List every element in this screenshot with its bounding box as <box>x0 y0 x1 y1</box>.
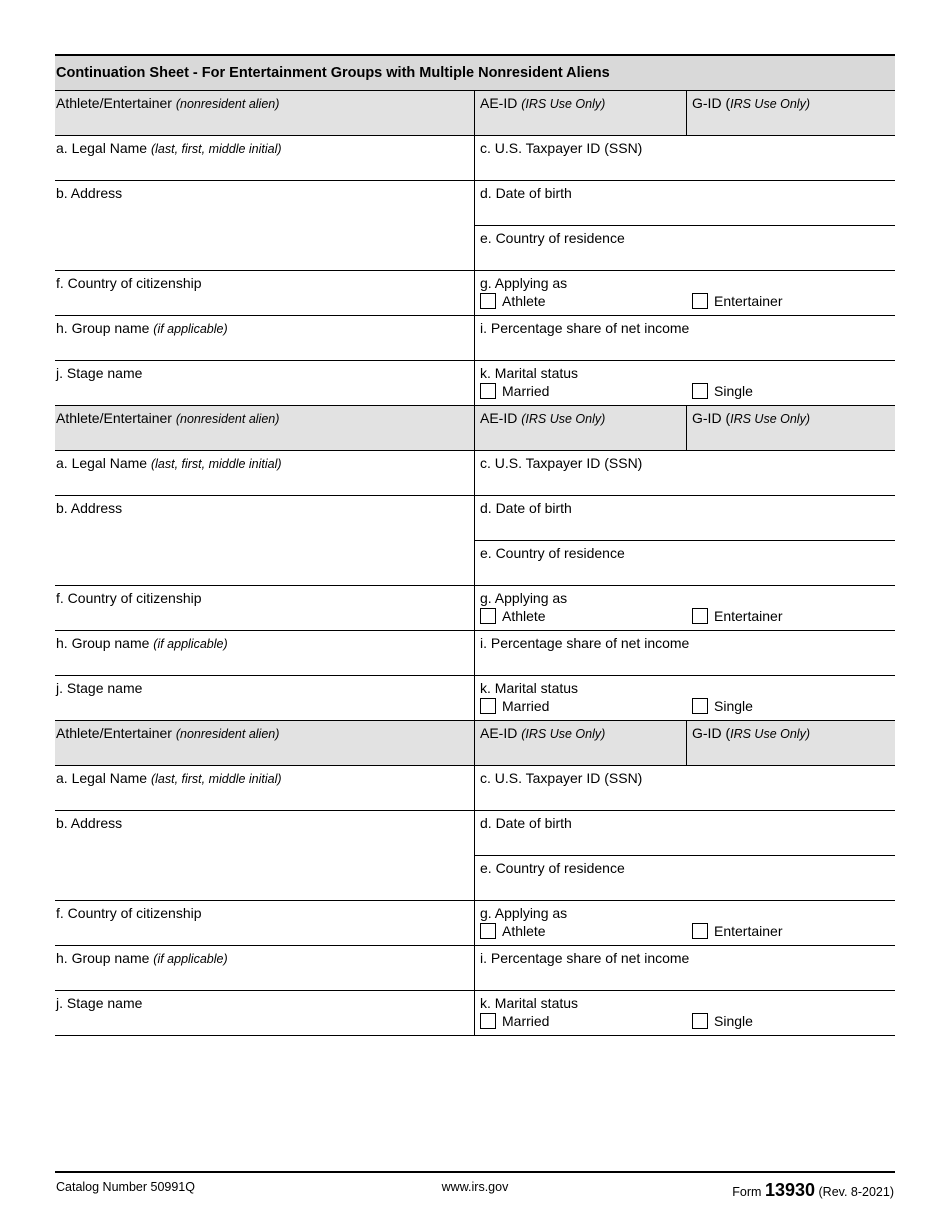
citizenship-field[interactable] <box>55 271 474 316</box>
ae-id-note: (IRS Use Only) <box>521 412 606 426</box>
group-name-field[interactable] <box>55 946 474 991</box>
entertainer-option[interactable] <box>692 923 782 939</box>
entertainer-option[interactable] <box>692 293 782 309</box>
g-id-paren: ( <box>725 725 731 741</box>
form-number: 13930 <box>764 1180 816 1200</box>
entertainer-option-label: Entertainer <box>714 608 783 624</box>
legal-name-note: (last, first, middle initial) <box>150 772 282 786</box>
g-id-field <box>687 91 895 135</box>
athlete-header-cell <box>55 91 474 136</box>
share-label: i. Percentage share of net income <box>480 635 690 651</box>
single-option-label: Single <box>714 383 753 399</box>
legal-name-field[interactable] <box>55 136 474 181</box>
single-option[interactable] <box>692 698 753 714</box>
athlete-header-cell <box>55 721 474 766</box>
legal-name-label: a. Legal Name <box>56 455 148 471</box>
ae-id-label: AE-ID <box>480 95 518 111</box>
athlete-option[interactable] <box>480 608 546 624</box>
share-label: i. Percentage share of net income <box>480 320 690 336</box>
g-id-note: IRS Use Only) <box>730 727 811 741</box>
married-option[interactable] <box>480 383 549 399</box>
applying-as-label: g. Applying as <box>480 905 568 921</box>
athlete-checkbox[interactable] <box>480 608 496 624</box>
stage-name-field[interactable] <box>55 676 474 721</box>
ae-id-label: AE-ID <box>480 410 518 426</box>
athlete-option[interactable] <box>480 923 546 939</box>
applying-as-label: g. Applying as <box>480 590 568 606</box>
marital-status-field <box>475 676 895 721</box>
marital-status-field <box>475 991 895 1036</box>
entertainer-checkbox[interactable] <box>692 608 708 624</box>
address-field[interactable] <box>55 181 474 271</box>
ae-id-note: (IRS Use Only) <box>521 97 606 111</box>
legal-name-field[interactable] <box>55 766 474 811</box>
citizenship-label: f. Country of citizenship <box>56 905 202 921</box>
entertainer-option-label: Entertainer <box>714 293 783 309</box>
single-option[interactable] <box>692 1013 753 1029</box>
ssn-label: c. U.S. Taxpayer ID (SSN) <box>480 140 643 156</box>
form-revision: (Rev. 8-2021) <box>818 1185 894 1199</box>
residence-field[interactable] <box>475 541 895 586</box>
athlete-header-note: (nonresident alien) <box>175 97 280 111</box>
entertainer-option[interactable] <box>692 608 782 624</box>
residence-label: e. Country of residence <box>480 230 625 246</box>
athlete-option-label: Athlete <box>502 923 546 939</box>
married-option-label: Married <box>502 698 550 714</box>
address-label: b. Address <box>56 815 123 831</box>
group-name-label: h. Group name <box>56 320 150 336</box>
legal-name-field[interactable] <box>55 451 474 496</box>
single-option-label: Single <box>714 698 753 714</box>
form-id <box>732 1180 894 1201</box>
athlete-header-label: Athlete/Entertainer <box>56 410 172 426</box>
entertainer-checkbox[interactable] <box>692 293 708 309</box>
address-field[interactable] <box>55 811 474 901</box>
catalog-number: Catalog Number 50991Q <box>56 1180 195 1194</box>
continuation-sheet-form <box>55 54 895 1036</box>
residence-label: e. Country of residence <box>480 860 625 876</box>
athlete-option[interactable] <box>480 293 546 309</box>
applying-as-field <box>475 586 895 631</box>
share-field[interactable] <box>475 631 895 676</box>
ssn-field[interactable] <box>475 451 895 496</box>
g-id-paren: ( <box>725 410 731 426</box>
athlete-checkbox[interactable] <box>480 293 496 309</box>
single-checkbox[interactable] <box>692 383 708 399</box>
footer-rule <box>55 1171 895 1173</box>
entertainer-option-label: Entertainer <box>714 923 783 939</box>
ae-id-field <box>475 721 687 765</box>
dob-field[interactable] <box>475 181 895 226</box>
group-name-field[interactable] <box>55 631 474 676</box>
stage-name-label: j. Stage name <box>56 365 143 381</box>
athlete-entry-block <box>55 721 895 1036</box>
ssn-label: c. U.S. Taxpayer ID (SSN) <box>480 770 643 786</box>
citizenship-field[interactable] <box>55 586 474 631</box>
stage-name-label: j. Stage name <box>56 995 143 1011</box>
ae-id-field <box>475 91 687 135</box>
g-id-label: G-ID <box>692 410 722 426</box>
marital-status-label: k. Marital status <box>480 995 579 1011</box>
citizenship-label: f. Country of citizenship <box>56 275 202 291</box>
residence-label: e. Country of residence <box>480 545 625 561</box>
marital-status-label: k. Marital status <box>480 680 579 696</box>
website-link[interactable]: www.irs.gov <box>441 1180 509 1194</box>
form-title: Continuation Sheet - For Entertainment Groups with Multiple Nonresident Aliens <box>55 56 895 91</box>
g-id-label: G-ID <box>692 725 722 741</box>
g-id-paren: ( <box>725 95 731 111</box>
athlete-option-label: Athlete <box>502 293 546 309</box>
dob-label: d. Date of birth <box>480 185 572 201</box>
entertainer-checkbox[interactable] <box>692 923 708 939</box>
single-option-label: Single <box>714 1013 753 1029</box>
married-option[interactable] <box>480 698 549 714</box>
citizenship-label: f. Country of citizenship <box>56 590 202 606</box>
dob-label: d. Date of birth <box>480 500 572 516</box>
address-label: b. Address <box>56 185 123 201</box>
stage-name-field[interactable] <box>55 991 474 1036</box>
single-checkbox[interactable] <box>692 698 708 714</box>
address-field[interactable] <box>55 496 474 586</box>
residence-field[interactable] <box>475 226 895 271</box>
athlete-header-note: (nonresident alien) <box>175 412 280 426</box>
form-word: Form <box>732 1185 762 1199</box>
g-id-label: G-ID <box>692 95 722 111</box>
athlete-entry-block <box>55 406 895 721</box>
single-checkbox[interactable] <box>692 1013 708 1029</box>
single-option[interactable] <box>692 383 753 399</box>
citizenship-field[interactable] <box>55 901 474 946</box>
ae-id-note: (IRS Use Only) <box>521 727 606 741</box>
legal-name-label: a. Legal Name <box>56 770 148 786</box>
married-option[interactable] <box>480 1013 549 1029</box>
athlete-checkbox[interactable] <box>480 923 496 939</box>
irs-id-header <box>475 406 895 451</box>
ae-id-label: AE-ID <box>480 725 518 741</box>
g-id-note: IRS Use Only) <box>730 97 811 111</box>
irs-id-header <box>475 91 895 136</box>
applying-as-field <box>475 271 895 316</box>
married-option-label: Married <box>502 383 550 399</box>
g-id-field <box>687 721 895 765</box>
athlete-option-label: Athlete <box>502 608 546 624</box>
ssn-field[interactable] <box>475 766 895 811</box>
married-option-label: Married <box>502 1013 550 1029</box>
athlete-header-note: (nonresident alien) <box>175 727 280 741</box>
legal-name-note: (last, first, middle initial) <box>150 457 282 471</box>
dob-label: d. Date of birth <box>480 815 572 831</box>
group-name-note: (if applicable) <box>153 322 228 336</box>
group-name-field[interactable] <box>55 316 474 361</box>
share-label: i. Percentage share of net income <box>480 950 690 966</box>
share-field[interactable] <box>475 946 895 991</box>
married-checkbox[interactable] <box>480 383 496 399</box>
dob-field[interactable] <box>475 496 895 541</box>
irs-id-header <box>475 721 895 766</box>
group-name-note: (if applicable) <box>153 952 228 966</box>
address-label: b. Address <box>56 500 123 516</box>
athlete-header-label: Athlete/Entertainer <box>56 95 172 111</box>
marital-status-field <box>475 361 895 406</box>
ssn-label: c. U.S. Taxpayer ID (SSN) <box>480 455 643 471</box>
athlete-entry-block <box>55 91 895 406</box>
dob-field[interactable] <box>475 811 895 856</box>
applying-as-field <box>475 901 895 946</box>
married-checkbox[interactable] <box>480 1013 496 1029</box>
group-name-note: (if applicable) <box>153 637 228 651</box>
legal-name-label: a. Legal Name <box>56 140 148 156</box>
share-field[interactable] <box>475 316 895 361</box>
married-checkbox[interactable] <box>480 698 496 714</box>
ssn-field[interactable] <box>475 136 895 181</box>
group-name-label: h. Group name <box>56 950 150 966</box>
applying-as-label: g. Applying as <box>480 275 568 291</box>
legal-name-note: (last, first, middle initial) <box>150 142 282 156</box>
athlete-header-label: Athlete/Entertainer <box>56 725 172 741</box>
athlete-header-cell <box>55 406 474 451</box>
marital-status-label: k. Marital status <box>480 365 579 381</box>
g-id-field <box>687 406 895 450</box>
ae-id-field <box>475 406 687 450</box>
g-id-note: IRS Use Only) <box>730 412 811 426</box>
group-name-label: h. Group name <box>56 635 150 651</box>
stage-name-label: j. Stage name <box>56 680 143 696</box>
residence-field[interactable] <box>475 856 895 901</box>
stage-name-field[interactable] <box>55 361 474 406</box>
